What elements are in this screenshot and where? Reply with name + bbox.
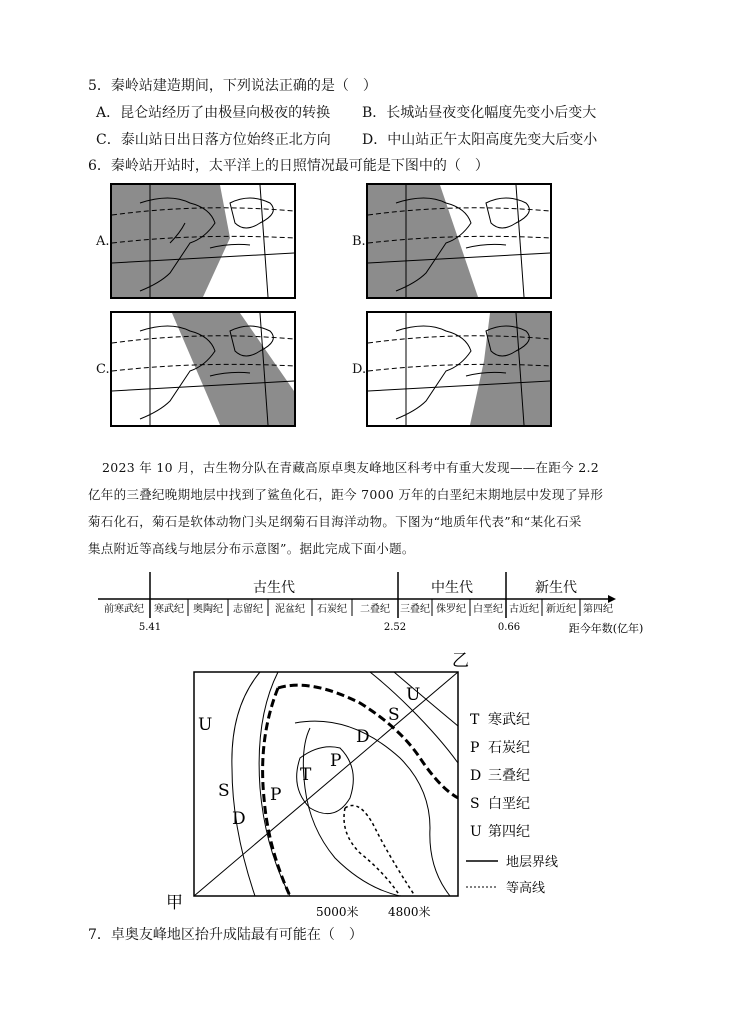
legend-name-u: 第四纪: [488, 824, 530, 840]
tick-2-52: 2.52: [383, 622, 407, 633]
legend-code-t: T: [470, 712, 480, 728]
stratum-s-right: S: [388, 705, 400, 725]
period-silurian: 志留纪: [233, 604, 263, 615]
period-cretaceous: 白垩纪: [473, 604, 503, 615]
map-d-label: D.: [352, 362, 367, 377]
stratum-u-right: U: [406, 685, 421, 705]
map-b-label: B.: [352, 234, 366, 249]
stratum-d-right: D: [356, 727, 370, 747]
legend-contour-line: 等高线: [506, 881, 546, 896]
passage-line-1: 2023 年 10 月，古生物分队在青藏高原卓奥友峰地区科考中有重大发现——在距今 2.2: [102, 460, 599, 475]
tick-5-41: 5.41: [138, 622, 162, 633]
legend-name-t: 寒武纪: [488, 712, 530, 728]
q5-option-c: C．泰山站日出日落方位始终正北方向: [96, 132, 331, 148]
passage-line-4: 集点附近等高线与地层分布示意图”。据此完成下面小题。: [88, 541, 415, 556]
legend-code-p: P: [470, 740, 480, 756]
question-6-stem: 6．秦岭站开站时，太平洋上的日照情况最可能是下图中的（ ）: [88, 158, 489, 174]
map-c-label: C.: [96, 362, 110, 377]
stratum-d-left: D: [232, 809, 246, 829]
corner-label-yi: 乙: [452, 651, 469, 671]
era-mesozoic: 中生代: [431, 580, 473, 596]
legend-code-d: D: [470, 768, 482, 784]
legend-name-s: 白垩纪: [488, 796, 530, 812]
legend-stratum-boundary: 地层界线: [506, 855, 559, 870]
contour-label-5000: 5000米: [316, 905, 359, 919]
period-permian: 二叠纪: [360, 604, 390, 615]
period-paleogene: 古近纪: [509, 604, 539, 615]
geologic-timeline: [98, 570, 658, 636]
map-option-c: [110, 311, 296, 427]
era-paleozoic: 古生代: [253, 580, 295, 596]
legend-name-d: 三叠纪: [488, 768, 530, 784]
period-precambrian: 前寒武纪: [104, 604, 144, 615]
period-quaternary: 第四纪: [583, 604, 613, 615]
map-option-d: [366, 311, 552, 427]
question-5-stem: 5．秦岭站建造期间，下列说法正确的是（ ）: [88, 78, 377, 94]
passage-line-2: 亿年的三叠纪晚期地层中找到了鲨鱼化石，距今 7000 万年的白垩纪末期地层中发现了异形: [88, 487, 604, 502]
legend-name-p: 石炭纪: [488, 740, 530, 756]
map-option-b: [366, 183, 552, 299]
period-devonian: 泥盆纪: [275, 604, 305, 615]
period-ordovician: 奥陶纪: [193, 604, 223, 615]
legend-code-s: S: [470, 796, 480, 812]
contour-label-4800: 4800米: [388, 905, 431, 919]
passage-line-3: 菊石化石，菊石是软体动物门头足纲菊石目海洋动物。下图为“地质年代表”和“某化石采: [88, 514, 582, 529]
q5-option-a: A．昆仑站经历了由极昼向极夜的转换: [96, 105, 331, 121]
period-neogene: 新近纪: [546, 604, 576, 615]
legend-code-u: U: [470, 824, 482, 840]
period-carboniferous: 石炭纪: [317, 604, 347, 615]
era-cenozoic: 新生代: [535, 580, 577, 596]
period-jurassic: 侏罗纪: [436, 604, 466, 615]
period-triassic: 三叠纪: [400, 604, 430, 615]
period-cambrian: 寒武纪: [154, 604, 184, 615]
q5-option-d: D．中山站正午太阳高度先变大后变小: [362, 132, 598, 148]
stratum-s-left: S: [218, 781, 230, 801]
q5-option-b: B．长城站昼夜变化幅度先变小后变大: [362, 105, 597, 121]
map-a-label: A.: [96, 234, 110, 249]
tick-0-66: 0.66: [497, 622, 521, 633]
corner-label-jia: 甲: [166, 893, 183, 913]
timeline-axis-label: 距今年数(亿年): [568, 622, 644, 635]
stratum-t-center: T: [300, 765, 312, 785]
stratum-p-right: P: [330, 751, 342, 771]
strata-contour-map: [160, 648, 580, 923]
map-option-a: [110, 183, 296, 299]
stratum-p-left: P: [270, 785, 282, 805]
question-7-stem: 7．卓奥友峰地区抬升成陆最有可能在（ ）: [88, 927, 363, 943]
stratum-u-left: U: [198, 715, 213, 735]
